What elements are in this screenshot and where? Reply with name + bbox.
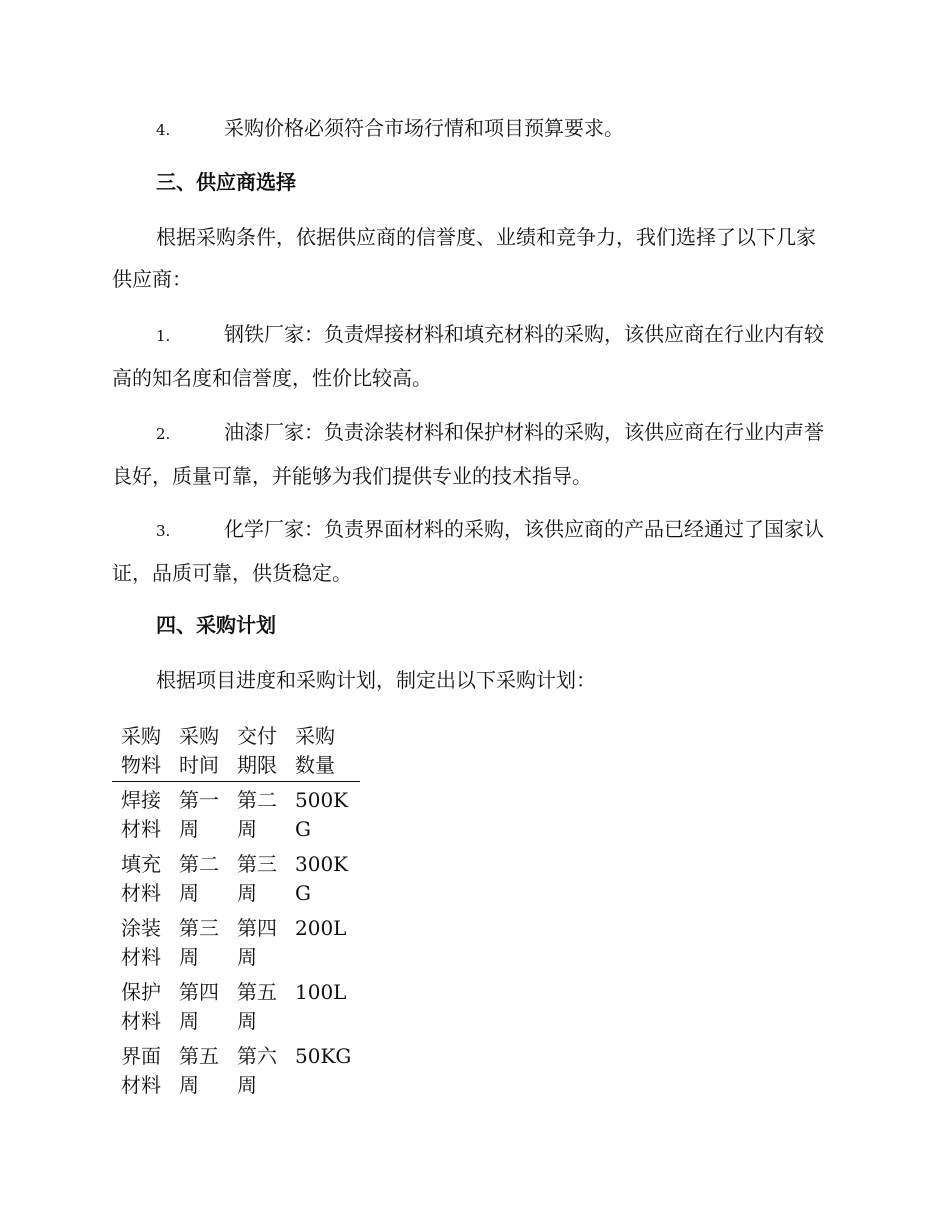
table-row [112,908,360,972]
table-cell: 第四 周 [179,980,219,1033]
table-header-row [112,722,360,782]
table-cell: 焊接 材料 [121,788,161,841]
table-cell: 界面 材料 [121,1044,161,1097]
table-cell: 第五 周 [179,1044,219,1097]
list-item-4 [112,107,834,151]
plan-intro-paragraph: 根据项目进度和采购计划，制定出以下采购计划： [156,668,596,692]
list-item-text: 油漆厂家：负责涂装材料和保护材料的采购，该供应商在行业内声誉良好，质量可靠，并能够为我们提供专业的技术指导。 [112,420,824,488]
table-cell: 第五 周 [237,980,277,1033]
table-cell: 200L [295,916,347,940]
list-number: 1. [156,327,171,345]
table-cell: 第四 周 [237,916,277,969]
table-row [112,782,360,845]
suppliers-intro-paragraph: 根据采购条件，依据供应商的信誉度、业绩和竞争力，我们选择了以下几家供应商： [112,225,816,291]
section-heading-suppliers: 三、供应商选择 [156,170,296,194]
supplier-item-1 [112,313,834,399]
table-cell: 第二 周 [179,852,219,905]
table-row [112,844,360,908]
table-cell: 第二 周 [237,788,277,841]
list-number: 3. [156,522,171,540]
table-cell: 100L [295,980,347,1004]
list-item-text: 化学厂家：负责界面材料的采购，该供应商的产品已经通过了国家认证，品质可靠，供货稳定。 [112,517,824,585]
table-row [112,972,360,1036]
section-heading-plan: 四、采购计划 [156,613,276,637]
table-cell: 第一 周 [179,788,219,841]
table-cell: 500K G [295,788,349,841]
table-cell: 第三 周 [237,852,277,905]
list-number: 2. [156,425,171,443]
table-header-cell: 采购 物料 [112,722,170,782]
table-header-cell: 采购 数量 [286,722,360,782]
table-cell: 300K G [295,852,349,905]
table-header-cell: 采购 时间 [170,722,228,782]
supplier-item-3 [112,508,834,594]
table-cell: 保护 材料 [121,980,161,1033]
procurement-plan-table [112,722,360,1100]
table-cell: 50KG [295,1044,352,1068]
table-row [112,1036,360,1100]
list-item-text: 采购价格必须符合市场行情和项目预算要求。 [224,116,624,140]
supplier-item-2 [112,411,834,497]
table-cell: 第三 周 [179,916,219,969]
list-number: 4. [156,121,171,139]
table-header-cell: 交付 期限 [228,722,286,782]
table-cell: 第六 周 [237,1044,277,1097]
table-cell: 填充 材料 [121,852,161,905]
table-cell: 涂装 材料 [121,916,161,969]
list-item-text: 钢铁厂家：负责焊接材料和填充材料的采购，该供应商在行业内有较高的知名度和信誉度，性价比较高。 [112,322,824,390]
